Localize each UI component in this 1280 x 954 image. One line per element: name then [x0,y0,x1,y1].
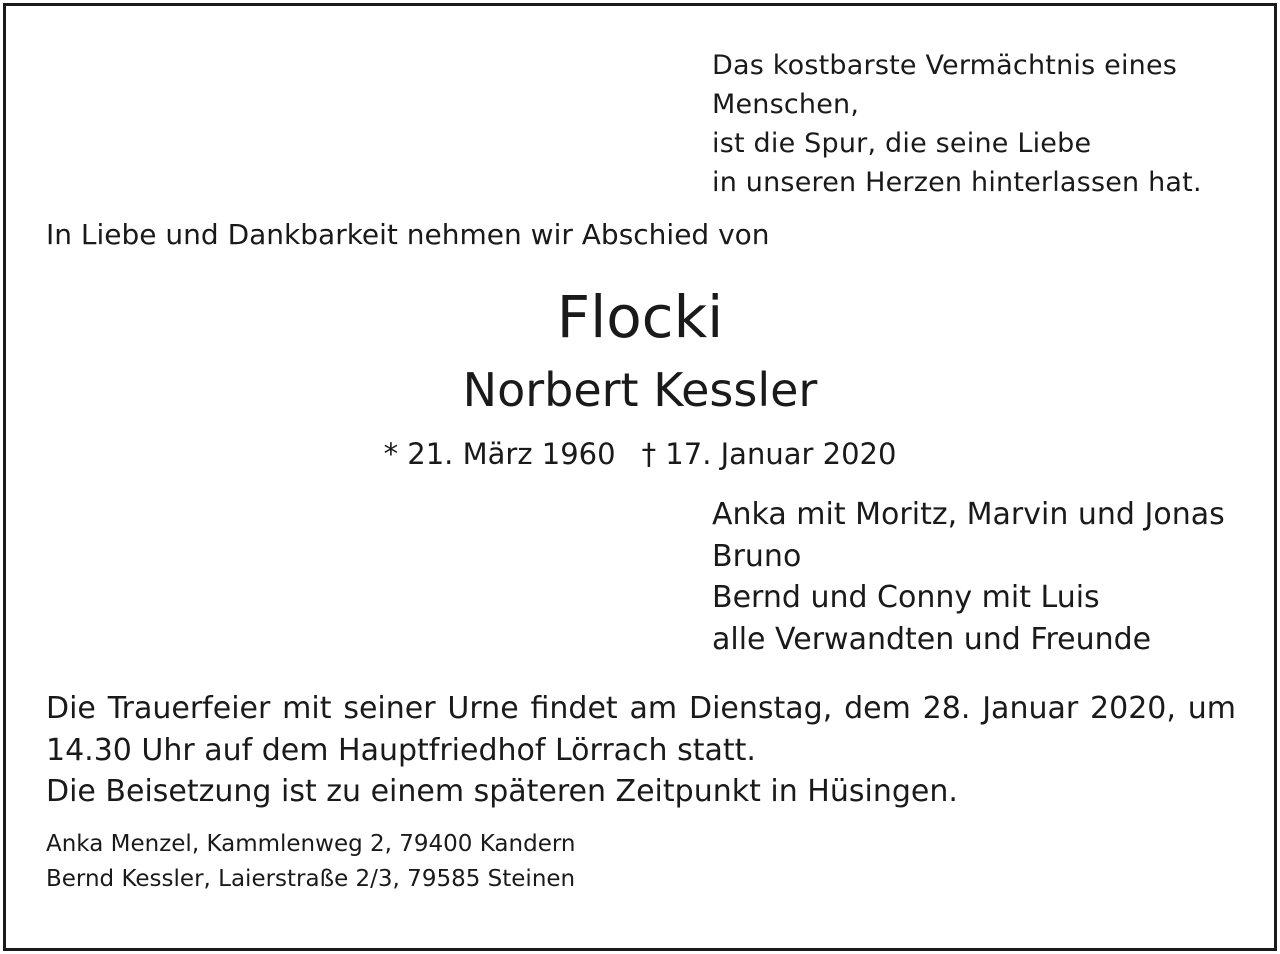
service-announcement [46,688,1236,813]
mourner-entry: Bruno [712,538,802,574]
contact-addresses [46,827,575,897]
motto-line: Das kostbarste Vermächtnis eines [712,50,1178,81]
mourners-list [712,494,1225,660]
birth-date: * 21. März 1960 [383,437,616,471]
deceased-nickname: Flocki [556,283,724,351]
address-line: Bernd Kessler, Laierstraße 2/3, 79585 Steinen [46,866,576,892]
motto-line: ist die Spur, die seine Liebe [712,128,1092,159]
motto-quote [712,46,1202,202]
mourner-entry: alle Verwandten und Freunde [712,621,1152,657]
deceased-full-name: Norbert Kessler [462,363,818,417]
life-dates [0,434,1280,474]
service-line: 14.30 Uhr auf dem Hauptfriedhof Lörrach statt. [46,732,756,768]
mourner-entry: Bernd und Conny mit Luis [712,580,1100,615]
motto-line: in unseren Herzen hinterlassen hat. [712,167,1202,198]
service-line: Die Trauerfeier mit seiner Urne findet am Dienstag, dem 28. Januar 2020, um [46,691,1236,726]
address-line: Anka Menzel, Kammlenweg 2, 79400 Kandern [46,831,576,857]
motto-line: Menschen, [712,89,860,120]
death-date: † 17. Januar 2020 [641,437,897,471]
intro-text: In Liebe und Dankbarkeit nehmen wir Abschied von [46,218,770,251]
service-line: Die Beisetzung ist zu einem späteren Zeitpunkt in Hüsingen. [46,774,958,809]
mourner-entry: Anka mit Moritz, Marvin und Jonas [712,497,1225,532]
